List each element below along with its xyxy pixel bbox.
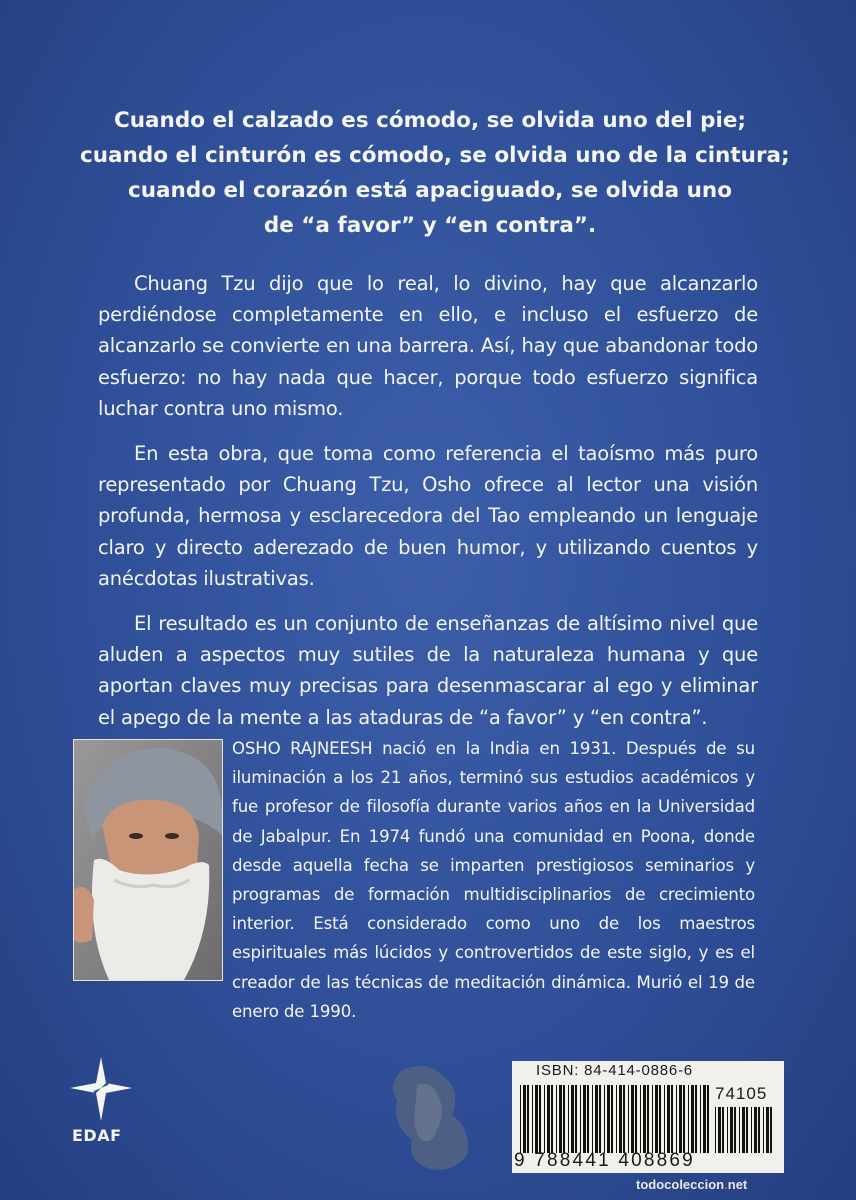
barcode-bar (758, 1107, 760, 1153)
barcode-bar (595, 1085, 598, 1153)
barcode-bar (763, 1107, 764, 1153)
barcode-bar (652, 1085, 653, 1153)
cover-scuff-mark (382, 1060, 482, 1175)
barcode-bar (695, 1085, 697, 1153)
barcode-bar (643, 1085, 646, 1153)
ean-barcode-bars (520, 1085, 710, 1153)
barcode-bar (700, 1085, 701, 1153)
watermark-suffix: net (727, 1177, 748, 1192)
barcode-bar (751, 1107, 752, 1153)
barcode-bar (607, 1085, 610, 1153)
isbn-text: ISBN: 84-414-0886-6 (536, 1062, 693, 1079)
cover-quote (80, 103, 790, 243)
barcode-bar (599, 1085, 601, 1153)
barcode-bar (691, 1085, 694, 1153)
description-paragraph: En esta obra, que toma como referencia el taoísmo más puro representado por Chuang Tzu, Osho ofrece al lector una visión profunda, hermosa y esclarecedora del Tao empleando un lenguaje claro y directo aderezado de buen humor, y utilizando cuentos y anécdotas ilustrativas. (98, 442, 758, 590)
barcode-bar (523, 1085, 526, 1153)
barcode-bar (628, 1085, 629, 1153)
watermark (636, 1177, 747, 1192)
barcode-bar (742, 1107, 745, 1153)
ean-digits: 9 788441 408869 (514, 1150, 695, 1171)
watermark-prefix: todocoleccion (636, 1177, 725, 1192)
addon-barcode-bars (715, 1107, 777, 1153)
author-bio (232, 734, 755, 1026)
quote-line: de “a favor” y “en contra”. (263, 213, 597, 238)
barcode-bar (739, 1107, 740, 1153)
quote-line: cuando el cinturón es cómodo, se olvida uno de la cintura; (80, 143, 790, 168)
barcode-bar (611, 1085, 613, 1153)
barcode-bar (520, 1085, 521, 1153)
barcode-bar (544, 1085, 545, 1153)
publisher-star-icon (68, 1055, 134, 1125)
quote-line: Cuando el calzado es cómodo, se olvida uno del pie; (113, 108, 747, 133)
barcode-bar (671, 1085, 673, 1153)
barcode-bar (659, 1085, 661, 1153)
barcode-bar (616, 1085, 617, 1153)
barcode-bar (676, 1085, 677, 1153)
barcode-bar (592, 1085, 593, 1153)
barcode-bar (635, 1085, 637, 1153)
book-description (98, 268, 758, 747)
barcode-bar (575, 1085, 577, 1153)
barcode-bar (535, 1085, 538, 1153)
author-photo (73, 739, 223, 981)
barcode-bar (551, 1085, 553, 1153)
publisher-name: EDAF (72, 1126, 122, 1145)
barcode-bar (727, 1107, 728, 1153)
barcode-bar (539, 1085, 541, 1153)
barcode-bar (679, 1085, 682, 1153)
barcode-bar (688, 1085, 689, 1153)
barcode-bar (571, 1085, 574, 1153)
barcode-bar (683, 1085, 685, 1153)
price-code: 74105 (715, 1084, 768, 1103)
barcode-bar (583, 1085, 586, 1153)
barcode-bar (563, 1085, 565, 1153)
description-paragraph: El resultado es un conjunto de enseñanzas de altísimo nivel que aluden a aspectos muy sutiles de la naturaleza humana y que aportan claves muy precisas para desenmascarar al ego y eliminar el apego de la mente a las ataduras de “a favor” y “en contra”. (98, 612, 758, 729)
barcode-bar (556, 1085, 557, 1153)
barcode-bar (655, 1085, 658, 1153)
barcode-bar (580, 1085, 581, 1153)
barcode-bar (718, 1107, 721, 1153)
barcode-bar (587, 1085, 589, 1153)
barcode-bar (715, 1107, 716, 1153)
barcode-bar (547, 1085, 550, 1153)
barcode-bar (527, 1085, 529, 1153)
barcode-bar (734, 1107, 736, 1153)
quote-line: cuando el corazón está apaciguado, se olvida uno (128, 178, 732, 203)
barcode-bar (623, 1085, 625, 1153)
barcode-bar (631, 1085, 634, 1153)
author-portrait-illustration (74, 740, 222, 980)
barcode-bar (568, 1085, 569, 1153)
barcode-bar (746, 1107, 748, 1153)
barcode-bar (604, 1085, 605, 1153)
watermark-dot: . (724, 1177, 728, 1192)
author-bio-text: OSHO RAJNEESH nació en la India en 1931. Después de su iluminación a los 21 años, terminó sus estudios académicos y fue profesor de filosofía durante varios años en la Universidad de Jabalpur. En 1974 fundó una comunidad en Poona, donde desde aquella fecha se imparten prestigiosos seminarios y programas de formación multidisciplinarios de crecimiento interior. Está considerado como uno de los maestros espirituales más lúcidos y controvertidos de este siglo, y es el creador de las técnicas de meditación dinámica. Murió el 19 de enero de 1990. (232, 739, 755, 1021)
barcode-bar (667, 1085, 670, 1153)
barcode-label (512, 1061, 784, 1173)
barcode-bar (640, 1085, 641, 1153)
barcode-bar (619, 1085, 622, 1153)
description-paragraph: Chuang Tzu dijo que lo real, lo divino, hay que alcanzarlo perdiéndose completamente en ello, e incluso el esfuerzo de alcanzarlo se convierte en una barrera. Así, hay que abandonar todo esfuerzo: no hay nada que hacer, porque todo esfuerzo significa luchar contra uno mismo. (98, 272, 758, 420)
barcode-bar (559, 1085, 562, 1153)
barcode-bar (722, 1107, 724, 1153)
barcode-bar (766, 1107, 769, 1153)
barcode-bar (703, 1085, 706, 1153)
barcode-bar (770, 1107, 772, 1153)
barcode-bar (754, 1107, 757, 1153)
barcode-bar (707, 1085, 709, 1153)
barcode-bar (730, 1107, 733, 1153)
barcode-bar (532, 1085, 533, 1153)
barcode-bar (647, 1085, 649, 1153)
barcode-bar (664, 1085, 665, 1153)
